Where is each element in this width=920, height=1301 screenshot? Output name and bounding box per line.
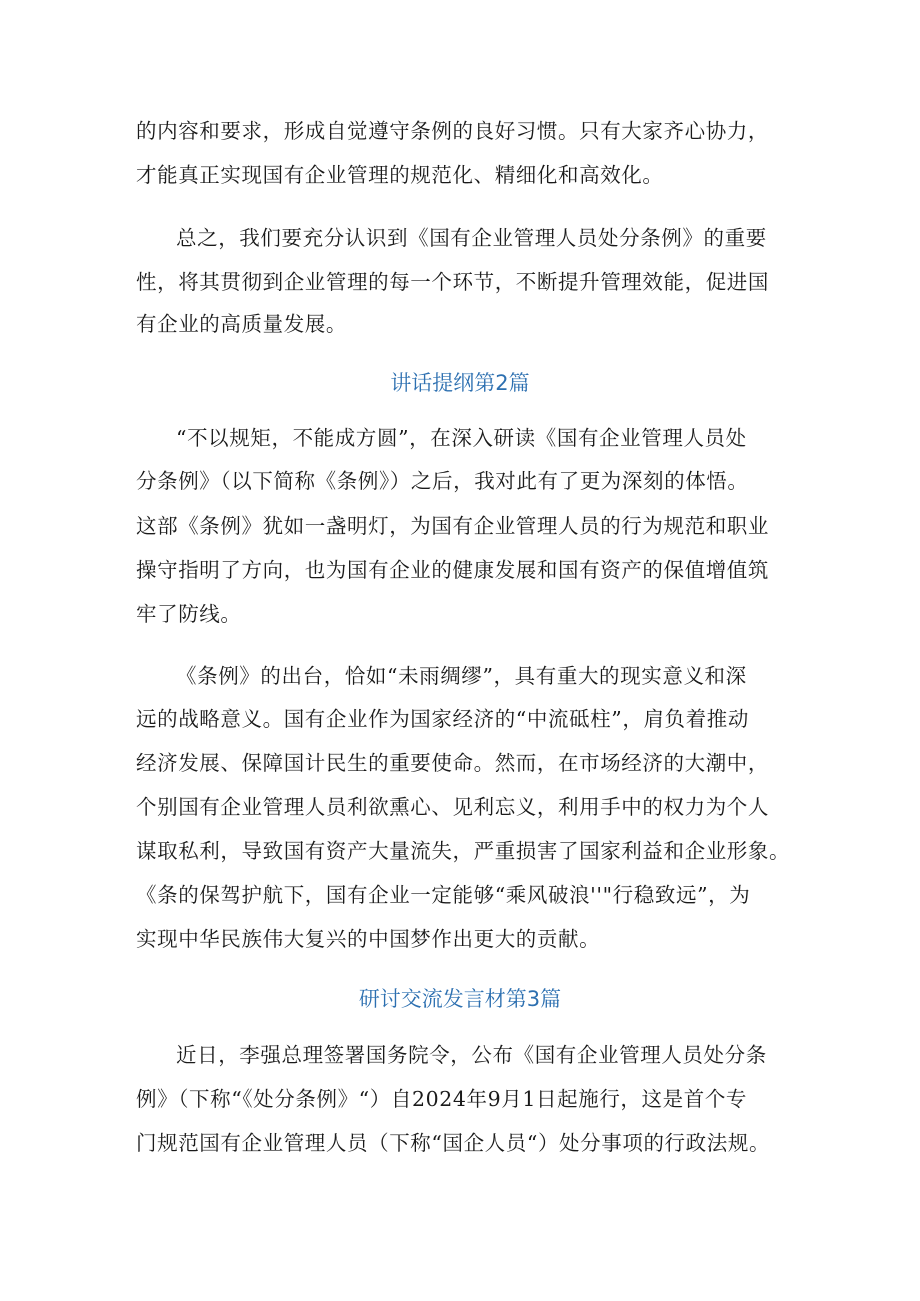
section-2-para-2-line-1: 《条例》的出台，恰如“未雨绸缪”，具有重大的现实意义和深 (176, 664, 747, 688)
section-2-heading: 讲话提纲第2篇 (390, 371, 530, 395)
section-2-para-1-line-4: 操守指明了方向，也为国有企业的健康发展和国有资产的保值增值筑 (136, 558, 769, 582)
section-2-para-1-line-3: 这部《条例》犹如一盏明灯，为国有企业管理人员的行为规范和职业 (136, 514, 769, 538)
intro-line-1: 的内容和要求，形成自觉遵守条例的良好习惯。只有大家齐心协力， (136, 119, 769, 143)
section-3-para-1-line-3: 门规范国有企业管理人员（下称“国企人员“）处分事项的行政法规。 (136, 1131, 771, 1155)
section-2-para-2-line-6: 《条的保驾护航下，国有企业一定能够“乘风破浪''"行稳致远”，为 (136, 883, 751, 907)
section-2-para-2-line-7: 实现中华民族伟大复兴的中国梦作出更大的贡献。 (136, 927, 601, 951)
section-2-para-2-line-4: 个别国有企业管理人员利欲熏心、见利忘义，利用手中的权力为个人 (136, 795, 769, 819)
section-2-para-1-line-2: 分条例》（以下简称《条例》）之后，我对此有了更为深刻的体悟。 (136, 469, 749, 493)
conclusion-line-1: 总之，我们要充分认识到《国有企业管理人员处分条例》的重要 (176, 226, 767, 250)
intro-line-2: 才能真正实现国有企业管理的规范化、精细化和高效化。 (136, 163, 664, 187)
section-3-para-1-line-2: 例》（下称“《处分条例》“）自2024年9月1日起施行，这是首个专 (136, 1087, 748, 1111)
conclusion-line-3: 有企业的高质量发展。 (136, 312, 347, 336)
section-2-para-1-line-1: “不以规矩，不能成方圆”，在深入研读《国有企业管理人员处 (176, 426, 747, 450)
section-2-para-2-line-5: 谋取私利，导致国有资产大量流失，严重损害了国家利益和企业形象。 (136, 839, 791, 863)
section-2-para-2-line-2: 远的战略意义。国有企业作为国家经济的“中流砥柱”，肩负着推动 (136, 707, 749, 731)
conclusion-line-2: 性，将其贯彻到企业管理的每一个环节，不断提升管理效能，促进国 (136, 270, 769, 294)
section-3-heading: 研讨交流发言材第3篇 (358, 987, 562, 1011)
section-3-para-1-line-1: 近日，李强总理签署国务院令，公布《国有企业管理人员处分条 (176, 1043, 767, 1067)
section-2-para-1-line-5: 牢了防线。 (136, 602, 242, 626)
section-2-para-2-line-3: 经济发展、保障国计民生的重要使命。然而，在市场经济的大潮中， (136, 751, 769, 775)
